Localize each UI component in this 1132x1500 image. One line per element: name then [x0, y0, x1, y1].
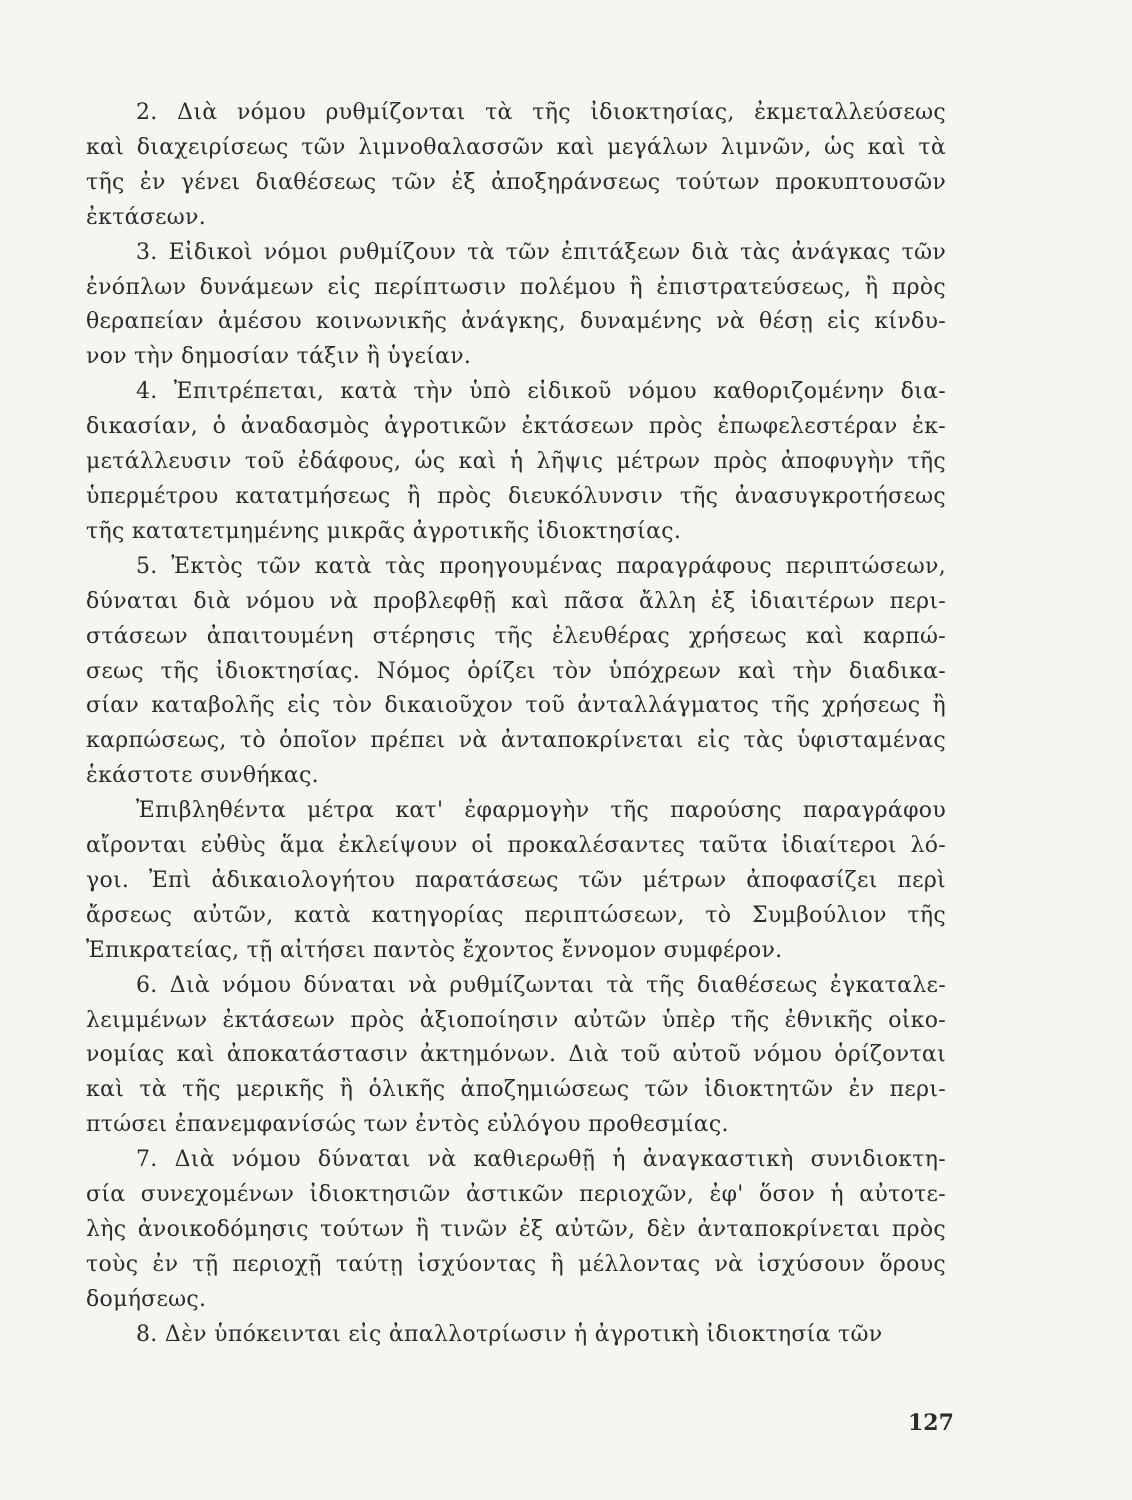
- paragraph: [86, 96, 946, 236]
- text-line: 2. Διὰ νόμου ρυθμίζονται τὰ τῆς ἰδιοκτησίας, ἐκμεταλλεύσεως: [136, 100, 946, 125]
- text-line: σία συνεχομένων ἰδιοκτησιῶν ἀστικῶν περιοχῶν, ἐφ' ὅσον ἡ αὐτοτε-: [86, 1182, 946, 1208]
- text-line: ἄρσεως αὐτῶν, κατὰ κατηγορίας περιπτώσεων, τὸ Συμβούλιον τῆς: [86, 902, 946, 928]
- text-line: σίαν καταβολῆς εἰς τὸν δικαιοῦχον τοῦ ἀνταλλάγματος τῆς χρήσεως ἢ: [86, 693, 946, 719]
- text-line: 3. Εἰδικοὶ νόμοι ρυθμίζουν τὰ τῶν ἐπιτάξεων διὰ τὰς ἀνάγκας τῶν: [136, 239, 946, 265]
- text-line: δικασίαν, ὁ ἀναδασμὸς ἀγροτικῶν ἐκτάσεων πρὸς ἐπωφελεστέραν ἐκ-: [86, 414, 946, 440]
- paragraph: [86, 236, 946, 376]
- text-line: 8. Δὲν ὑπόκεινται εἰς ἀπαλλοτρίωσιν ἡ ἀγροτικὴ ἰδιοκτησία τῶν: [136, 1321, 883, 1347]
- text-line: θεραπείαν ἀμέσου κοινωνικῆς ἀνάγκης, δυναμένης νὰ θέσῃ εἰς κίνδυ-: [86, 309, 946, 335]
- page-number: 127: [908, 1410, 954, 1436]
- text-line: ἐνόπλων δυνάμεων εἰς περίπτωσιν πολέμου ἢ ἐπιστρατεύσεως, ἢ πρὸς: [86, 274, 946, 300]
- text-line: νομίας καὶ ἀποκατάστασιν ἀκτημόνων. Διὰ τοῦ αὐτοῦ νόμου ὁρίζονται: [86, 1042, 946, 1068]
- text-line: καρπώσεως, τὸ ὁποῖον πρέπει νὰ ἀνταποκρίνεται εἰς τὰς ὑφισταμένας: [86, 728, 946, 754]
- text-line: Ἐπιβληθέντα μέτρα κατ' ἐφαρμογὴν τῆς παρούσης παραγράφου: [136, 798, 946, 824]
- text-line: τῆς ἐν γένει διαθέσεως τῶν ἐξ ἀποξηράνσεως τούτων προκυπτουσῶν: [86, 169, 946, 195]
- text-line: ἐκτάσεων.: [86, 204, 207, 230]
- paragraph: [86, 375, 946, 550]
- text-line: γοι. Ἐπὶ ἀδικαιολογήτου παρατάσεως τῶν μέτρων ἀποφασίζει περὶ: [86, 867, 946, 893]
- text-line: ἑκάστοτε συνθήκας.: [86, 763, 319, 789]
- text-line: τοὺς ἐν τῇ περιοχῇ ταύτῃ ἰσχύοντας ἢ μέλλοντας νὰ ἰσχύσουν ὅρους: [86, 1251, 946, 1277]
- text-line: λειμμένων ἐκτάσεων πρὸς ἀξιοποίησιν αὐτῶν ὑπὲρ τῆς ἐθνικῆς οἰκο-: [86, 1007, 946, 1033]
- text-line: 5. Ἐκτὸς τῶν κατὰ τὰς προηγουμένας παραγράφους περιπτώσεων,: [136, 553, 946, 579]
- text-line: 4. Ἐπιτρέπεται, κατὰ τὴν ὑπὸ εἰδικοῦ νόμου καθοριζομένην δια-: [136, 379, 946, 405]
- text-line: 6. Διὰ νόμου δύναται νὰ ρυθμίζωνται τὰ τῆς διαθέσεως ἐγκαταλε-: [136, 972, 946, 998]
- paragraph: [86, 1143, 946, 1318]
- text-line: 7. Διὰ νόμου δύναται νὰ καθιερωθῇ ἡ ἀναγκαστικὴ συνιδιοκτη-: [136, 1147, 946, 1173]
- text-line: τῆς κατατετμημένης μικρᾶς ἀγροτικῆς ἰδιοκτησίας.: [86, 518, 682, 544]
- paragraph: [86, 550, 946, 794]
- text-line: στάσεων ἀπαιτουμένη στέρησις τῆς ἐλευθέρας χρήσεως καὶ καρπώ-: [86, 623, 946, 649]
- paragraph: [86, 969, 946, 1144]
- text-line: πτώσει ἐπανεμφανίσώς των ἐντὸς εὐλόγου προθεσμίας.: [86, 1112, 729, 1138]
- text-line: σεως τῆς ἰδιοκτησίας. Νόμος ὁρίζει τὸν ὑπόχρεων καὶ τὴν διαδικα-: [86, 658, 946, 684]
- text-line: νον τὴν δημοσίαν τάξιν ἢ ὑγείαν.: [86, 344, 472, 370]
- text-line: καὶ διαχειρίσεως τῶν λιμνοθαλασσῶν καὶ μεγάλων λιμνῶν, ὡς καὶ τὰ: [86, 134, 946, 160]
- page-body: [86, 96, 946, 1353]
- text-line: καὶ τὰ τῆς μερικῆς ἢ ὁλικῆς ἀποζημιώσεως τῶν ἰδιοκτητῶν ἐν περι-: [86, 1077, 946, 1103]
- text-line: δομήσεως.: [86, 1286, 207, 1312]
- paragraph: [86, 794, 946, 969]
- text-line: μετάλλευσιν τοῦ ἐδάφους, ὡς καὶ ἡ λῆψις μέτρων πρὸς ἀποφυγὴν τῆς: [86, 449, 946, 475]
- text-line: ὑπερμέτρου κατατμήσεως ἢ πρὸς διευκόλυνσιν τῆς ἀνασυγκροτήσεως: [86, 483, 946, 509]
- text-line: δύναται διὰ νόμου νὰ προβλεφθῇ καὶ πᾶσα ἄλλη ἐξ ἰδιαιτέρων περι-: [86, 588, 946, 614]
- text-line: λὴς ἀνοικοδόμησις τούτων ἢ τινῶν ἐξ αὐτῶν, δὲν ἀνταποκρίνεται πρὸς: [86, 1217, 946, 1242]
- text-line: αἴρονται εὐθὺς ἅμα ἐκλείψουν οἱ προκαλέσαντες ταῦτα ἰδιαίτεροι λό-: [86, 833, 946, 859]
- text-line: Ἐπικρατείας, τῇ αἰτήσει παντὸς ἔχοντος ἔννομον συμφέρον.: [86, 937, 783, 963]
- paragraph: [86, 1318, 946, 1353]
